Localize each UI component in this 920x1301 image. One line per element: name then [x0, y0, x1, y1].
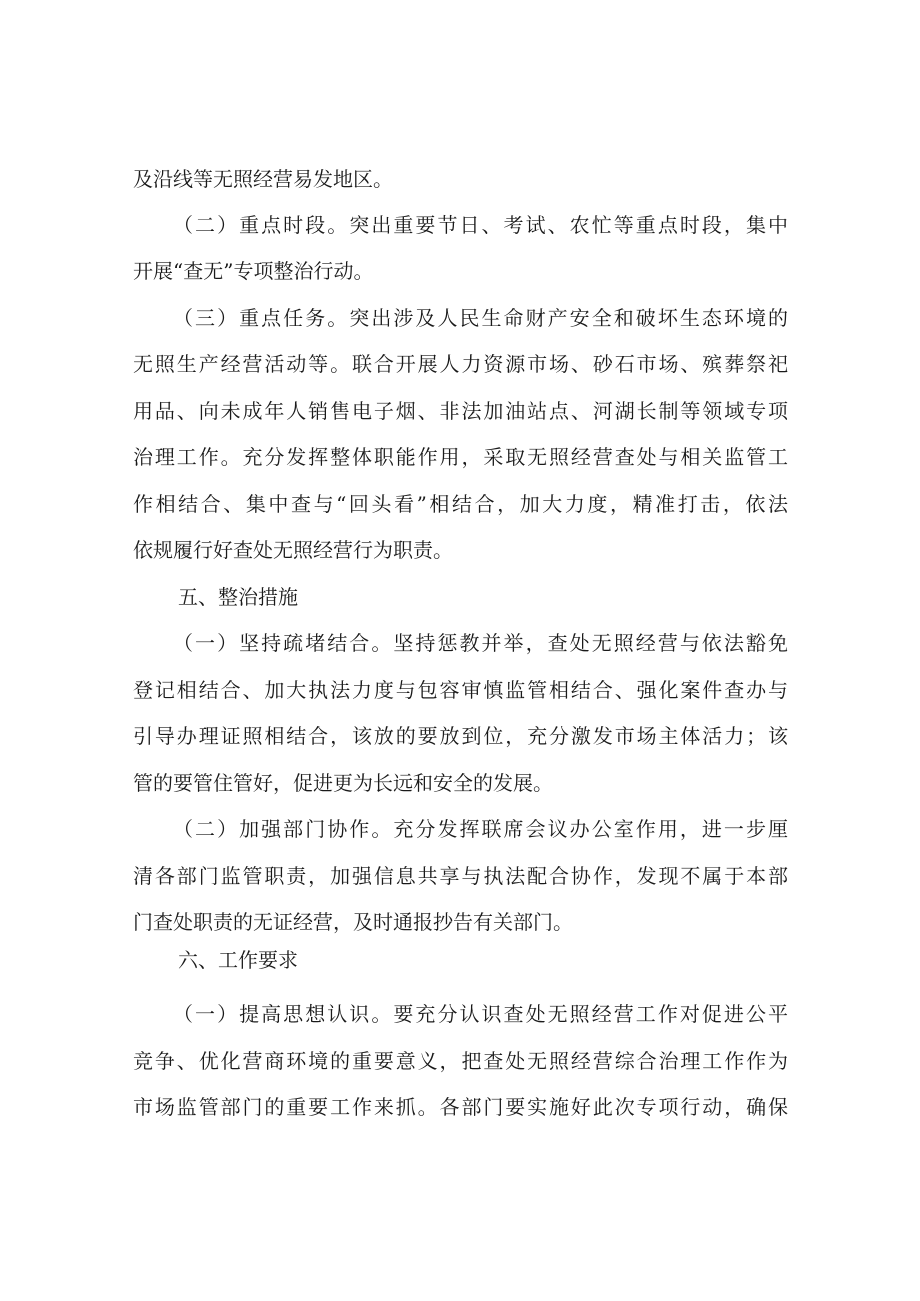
section-heading: 五、整治措施 — [178, 585, 298, 609]
body-text-line: 用品、向未成年人销售电子烟、非法加油站点、河湖长制等领域专项 — [133, 399, 788, 423]
paragraph-first-line: （二）加强部门协作。充分发挥联席会议办公室作用，进一步厘 — [173, 817, 788, 841]
paragraph-first-line: （二）重点时段。突出重要节日、考试、农忙等重点时段，集中 — [173, 213, 788, 237]
paragraph-first-line: （一）提高思想认识。要充分认识查处无照经营工作对促进公平 — [173, 1002, 788, 1026]
body-text-line: 无照生产经营活动等。联合开展人力资源市场、砂石市场、殡葬祭祀 — [133, 352, 788, 376]
body-text-line: 开展“查无”专项整治行动。 — [133, 259, 374, 283]
section-heading: 六、工作要求 — [178, 948, 298, 972]
body-text-line: 治理工作。充分发挥整体职能作用，采取无照经营查处与相关监管工 — [133, 445, 788, 469]
body-text-line: 市场监管部门的重要工作来抓。各部门要实施好此次专项行动，确保 — [133, 1095, 788, 1119]
body-text-line: 及沿线等无照经营易发地区。 — [133, 167, 393, 191]
body-text-line: 门查处职责的无证经营，及时通报抄告有关部门。 — [133, 910, 573, 934]
paragraph-first-line: （三）重点任务。突出涉及人民生命财产安全和破坏生态环境的 — [173, 306, 788, 330]
body-text-line: 登记相结合、加大执法力度与包容审慎监管相结合、强化案件查办与 — [133, 678, 788, 702]
body-text-line: 依规履行好查处无照经营行为职责。 — [133, 538, 453, 562]
body-text-line: 引导办理证照相结合，该放的要放到位，充分激发市场主体活力；该 — [133, 724, 788, 748]
body-text-line: 作相结合、集中查与“回头看”相结合，加大力度，精准打击，依法 — [133, 492, 788, 516]
body-text-line: 竞争、优化营商环境的重要意义，把查处无照经营综合治理工作作为 — [133, 1049, 788, 1073]
paragraph-first-line: （一）坚持疏堵结合。坚持惩教并举，查处无照经营与依法豁免 — [173, 631, 788, 655]
body-text-line: 清各部门监管职责，加强信息共享与执法配合协作，发现不属于本部 — [133, 864, 788, 888]
body-text-line: 管的要管住管好，促进更为长远和安全的发展。 — [133, 771, 553, 795]
